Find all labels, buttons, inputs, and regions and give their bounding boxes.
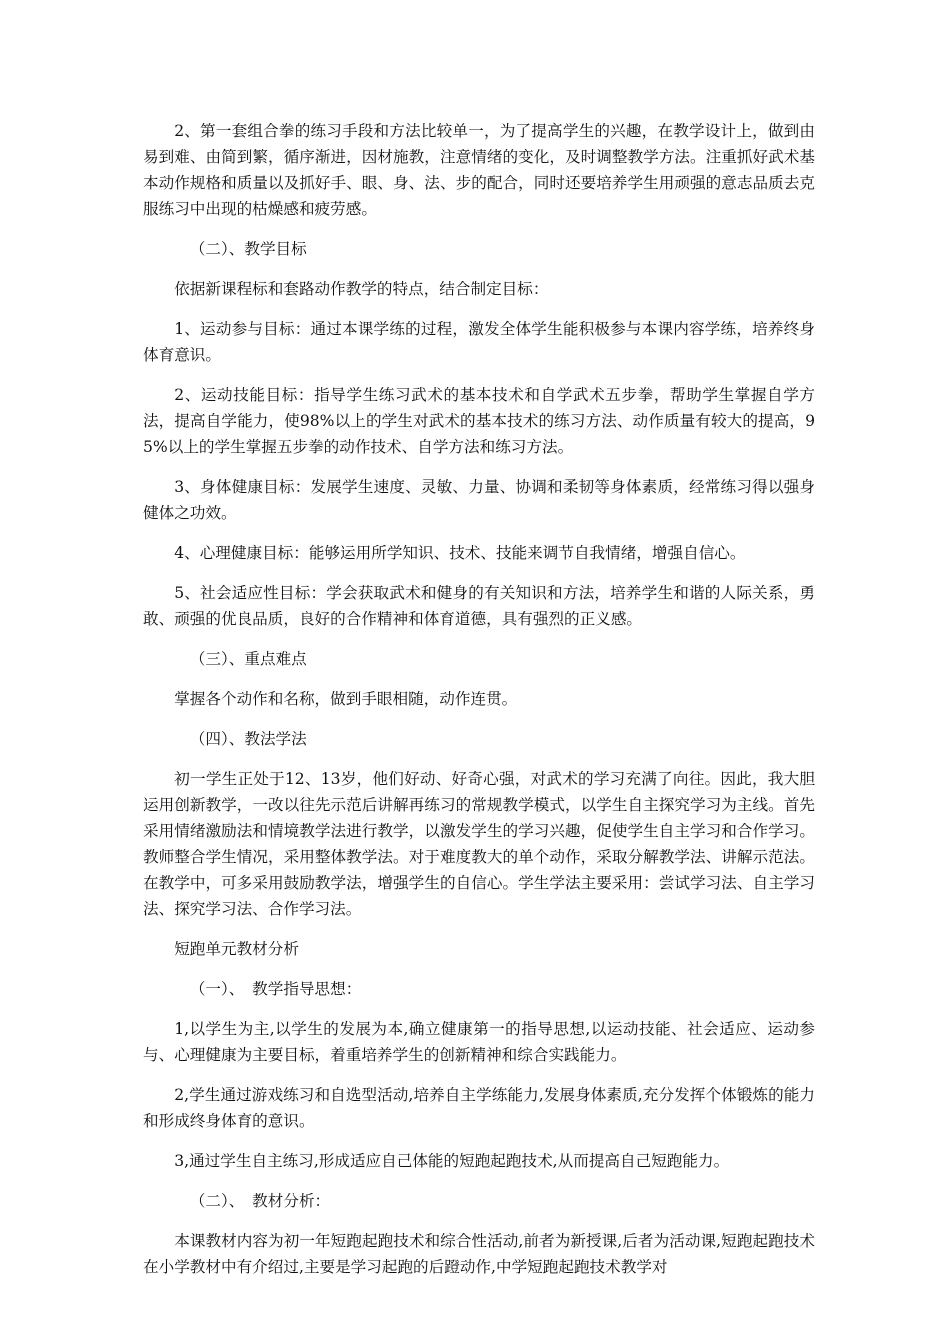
paragraph-14: 本课教材内容为初一年短跑起跑技术和综合性活动,前者为新授课,后者为活动课,短跑起跑技术在小学教材中有介绍过,主要是学习起跑的后蹬动作,中学短跑起跑技术教学对 <box>143 1232 815 1276</box>
paragraph-3: 1、运动参与目标：通过本课学练的过程，激发全体学生能积极参与本课内容学练，培养终身体育意识。 <box>143 320 815 364</box>
section-heading-key-points: （三）、重点难点 <box>189 650 307 668</box>
paragraph-8: 掌握各个动作和名称，做到手眼相随，动作连贯。 <box>174 690 518 708</box>
paragraph-1: 2、第一套组合拳的练习手段和方法比较单一，为了提高学生的兴趣，在教学设计上，做到由易到难、由简到繁，循序渐进，因材施教，注意情绪的变化，及时调整教学方法。注重抓好武术基本动作规格和质量以及抓好手、眼、身、法、步的配合，同时还要培养学生用顽强的意志品质去克服练习中出现的枯燥感和疲劳感。 <box>143 122 815 218</box>
paragraph-6: 4、心理健康目标：能够运用所学知识、技术、技能来调节自我情绪，增强自信心。 <box>174 544 746 562</box>
paragraph-10: 短跑单元教材分析 <box>174 940 299 958</box>
paragraph-12: 2,学生通过游戏练习和自选型活动,培养自主学练能力,发展身体素质,充分发挥个体锻炼的能力和形成终身体育的意识。 <box>143 1086 815 1130</box>
section-heading-teaching-goals: （二）、教学目标 <box>189 240 307 258</box>
section-heading-methods: （四）、教法学法 <box>189 730 307 748</box>
paragraph-13: 3,通过学生自主练习,形成适应自己体能的短跑起跑技术,从而提高自己短跑能力。 <box>174 1152 730 1170</box>
section-heading-material-analysis: （二）、 教材分析： <box>189 1192 331 1210</box>
section-heading-guiding-ideas: （一）、 教学指导思想： <box>189 980 362 998</box>
paragraph-5: 3、身体健康目标：发展学生速度、灵敏、力量、协调和柔韧等身体素质，经常练习得以强身健体之功效。 <box>143 478 815 522</box>
paragraph-11: 1,以学生为主,以学生的发展为本,确立健康第一的指导思想,以运动技能、社会适应、运动参与、心理健康为主要目标，着重培养学生的创新精神和综合实践能力。 <box>143 1020 815 1064</box>
document-body <box>143 118 815 1294</box>
paragraph-7: 5、社会适应性目标：学会获取武术和健身的有关知识和方法，培养学生和谐的人际关系，勇敢、顽强的优良品质，良好的合作精神和体育道德，具有强烈的正义感。 <box>143 584 815 628</box>
paragraph-9: 初一学生正处于12、13岁，他们好动、好奇心强，对武术的学习充满了向往。因此，我大胆运用创新教学，一改以往先示范后讲解再练习的常规教学模式，以学生自主探究学习为主线。首先采用情绪激励法和情境教学法进行教学，以激发学生的学习兴趣，促使学生自主学习和合作学习。教师整合学生情况，采用整体教学法。对于难度教大的单个动作，采取分解教学法、讲解示范法。在教学中，可多采用鼓励教学法，增强学生的自信心。学生学法主要采用：尝试学习法、自主学习法、探究学习法、合作学习法。 <box>143 770 815 918</box>
paragraph-4: 2、运动技能目标：指导学生练习武术的基本技术和自学武术五步拳，帮助学生掌握自学方法，提高自学能力，使98%以上的学生对武术的基本技术的练习方法、动作质量有较大的提高，95%以上的学生掌握五步拳的动作技术、自学方法和练习方法。 <box>143 386 815 456</box>
paragraph-2: 依据新课程标和套路动作教学的特点，结合制定目标： <box>174 280 549 298</box>
